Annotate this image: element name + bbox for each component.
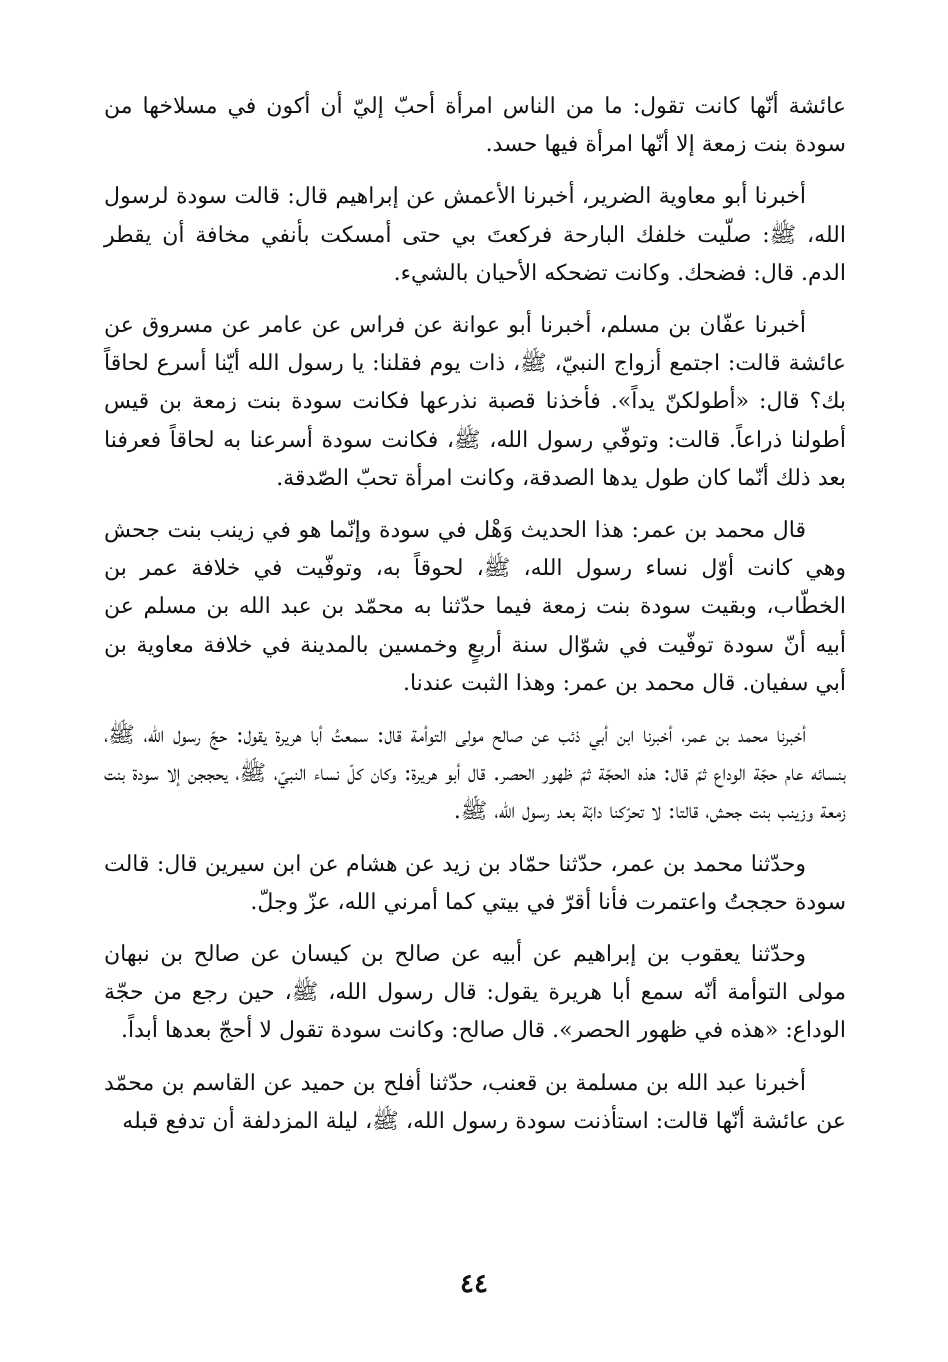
paragraph-4: قال محمد بن عمر: هذا الحديث وَهْل في سودة وإنّما هو في زينب بنت جحش وهي كانت أوّل نساء رسول الله، ﷺ، لحوقاً به، وتوفّيت في خلافة عمر بن الخطّاب، وبقيت سودة بنت زمعة فيما حدّثنا به محمّد بن عبد الله بن مسلم عن أبيه أنّ سودة توفّيت في شوّال سنة أربعٍ وخمسين بالمدينة في خلافة معاوية بن أبي سفيان. قال محمد بن عمر: وهذا الثبت عندنا.: [104, 518, 846, 696]
paragraph-8: أخبرنا عبد الله بن مسلمة بن قعنب، حدّثنا أفلح بن حميد عن القاسم بن محمّد عن عائشة أنّها قالت: استأذنت سودة رسول الله، ﷺ، ليلة المزدلفة أن تدفع قبله: [104, 1070, 846, 1134]
paragraph-6: وحدّثنا محمد بن عمر، حدّثنا حمّاد بن زيد عن هشام عن ابن سيرين قال: قالت سودة حججتُ واعتمرت فأنا أقرّ في بيتي كما أمرني الله، عزّ وجلّ.: [104, 851, 846, 915]
paragraph-7: وحدّثنا يعقوب بن إبراهيم عن أبيه عن صالح بن كيسان عن صالح بن نبهان مولى التوأمة أنّه سمع أبا هريرة يقول: قال رسول الله، ﷺ، حين رجع من حجّة الوداع: «هذه في ظهور الحصر». قال صالح: وكانت سودة تقول لا أحجّ بعدها أبداً.: [104, 942, 846, 1044]
paragraph-3: أخبرنا عفّان بن مسلم، أخبرنا أبو عوانة عن فراس عن عامر عن مسروق عن عائشة قالت: اجتمع أزواج النبيّ، ﷺ، ذات يوم فقلنا: يا رسول الله أيّنا أسرع لحاقاً بك؟ قال: «أطولكنّ يداً». فأخذنا قصبة نذرعها فكانت سودة بنت زمعة بن قيس أطولنا ذراعاً. قالت: وتوفّي رسول الله، ﷺ، فكانت سودة أسرعنا به لحاقاً فعرفنا بعد ذلك أنّما كان طول يدها الصدقة، وكانت امرأة تحبّ الصّدقة.: [104, 313, 846, 491]
paragraph-1: عائشة أنّها كانت تقول: ما من الناس امرأة أحبّ إليّ أن أكون في مسلاخها من سودة بنت زمعة إلا أنّها امرأة فيها حسد.: [104, 94, 846, 158]
paragraph-5: أخبرنا محمد بن عمر، أخبرنا ابن أبي ذئب عن صالح مولى التوأمة قال: سمعتُ أبا هريرة يقول: حجّ رسول الله، ﷺ، بنسائه عام حجّة الوداع ثمّ قال: هذه الحجّة ثمّ ظهور الحصر. قال أبو هريرة: وكان كلّ نساء النبيّ، ﷺ، يحججن إلا سودة بنت زمعة وزينب بنت جحش، قالتا: لا تحرّكنا دابّة بعد رسول الله، ﷺ.: [104, 723, 846, 825]
body-text: [104, 88, 846, 1155]
page-number: ٤٤: [460, 1269, 488, 1299]
paragraph-2: أخبرنا أبو معاوية الضرير، أخبرنا الأعمش عن إبراهيم قال: قالت سودة لرسول الله، ﷺ: صلّيت خلفك البارحة فركعتَ بي حتى أمسكت بأنفي مخافة أن يقطر الدم. قال: فضحك. وكانت تضحكه الأحيان بالشيء.: [104, 184, 846, 286]
